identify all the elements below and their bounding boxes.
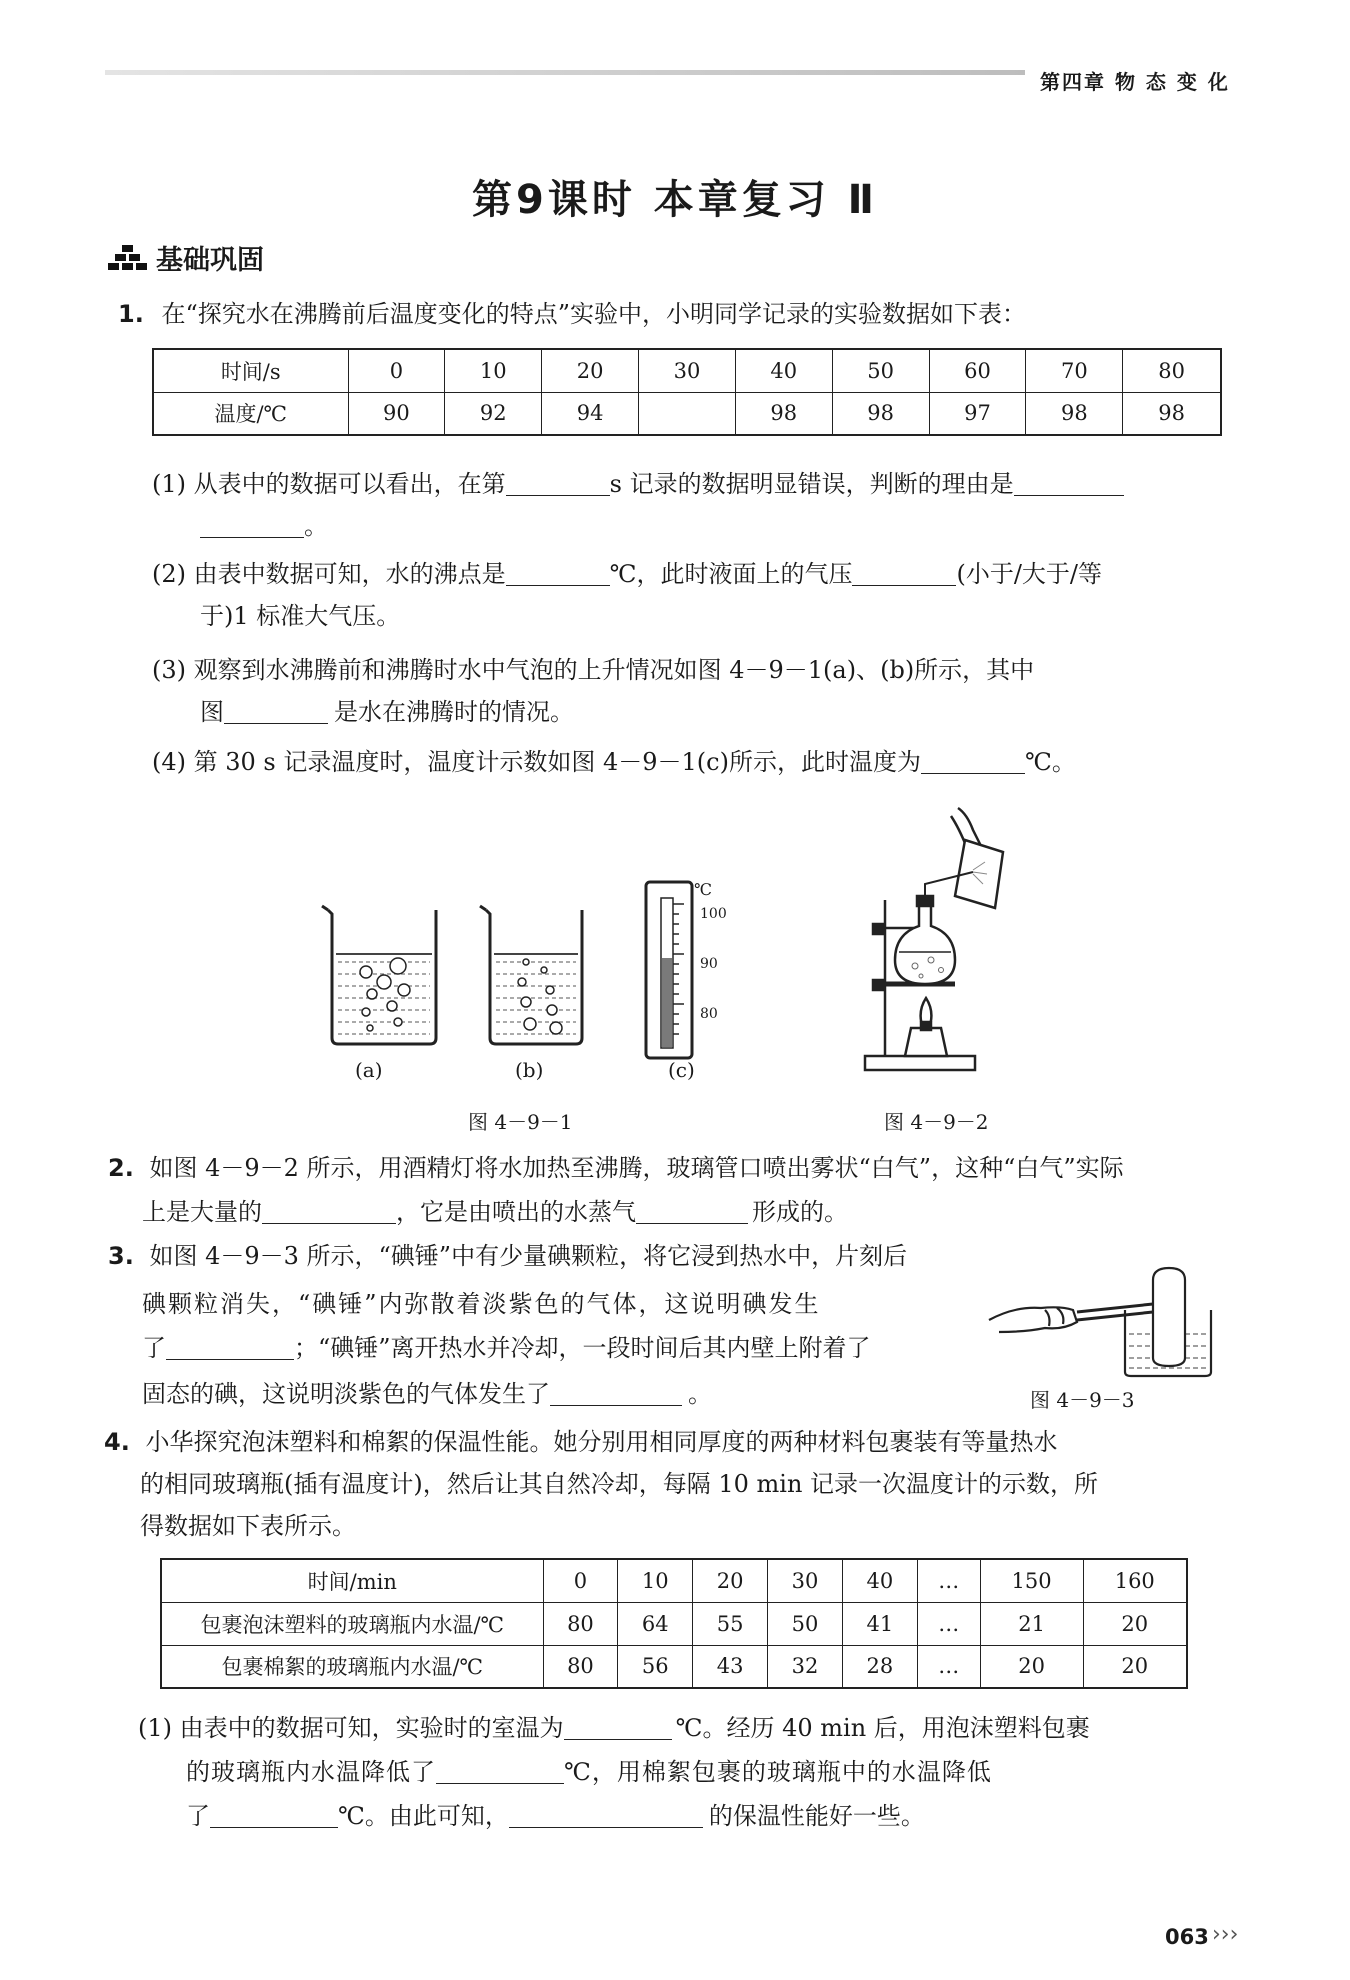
figure-4-9-2	[855, 800, 1035, 1080]
iodine-hammer-icon	[989, 1268, 1211, 1376]
table-cell: 28	[842, 1645, 917, 1688]
table-row	[161, 1602, 1187, 1645]
table-cell: 20	[693, 1559, 768, 1602]
q3-text-1: 如图 4－9－3 所示，“碘锤”中有少量碘颗粒，将它浸到热水中，片刻后	[149, 1242, 908, 1270]
table-cell: 64	[618, 1602, 693, 1645]
answer-blank[interactable]	[262, 1200, 396, 1224]
q4-line2: 的相同玻璃瓶(插有温度计)，然后让其自然冷却，每隔 10 min 记录一次温度计的示数，所	[140, 1470, 1099, 1498]
q1-part2	[152, 556, 1102, 592]
table-cell: 80	[543, 1645, 618, 1688]
answer-blank[interactable]	[564, 1716, 672, 1740]
q3-text-4a: 固态的碘，这说明淡紫色的气体发生了	[142, 1380, 550, 1408]
q2-line2	[142, 1194, 848, 1230]
q2-line1	[108, 1150, 1124, 1186]
q1-part3-text-b: 图	[200, 698, 224, 726]
table-cell: 160	[1083, 1559, 1187, 1602]
answer-blank[interactable]	[200, 514, 304, 538]
table-row-label: 时间/min	[161, 1559, 543, 1602]
q1-number: 1.	[118, 300, 144, 328]
thermometer-unit: ℃	[694, 880, 712, 899]
figure-4-9-3-caption: 图 4－9－3	[1030, 1388, 1135, 1412]
chapter-header: 第四章 物 态 变 化	[1040, 70, 1230, 94]
q1-part2-text-b: ℃，此时液面上的气压	[609, 560, 853, 588]
table-row-label: 温度/℃	[153, 392, 348, 435]
q1-part1-text-c: 。	[304, 512, 328, 540]
table-cell: 20	[542, 349, 639, 392]
q1-part3: (3) 观察到水沸腾前和沸腾时水中气泡的上升情况如图 4－9－1(a)、(b)所示，其中	[152, 656, 1035, 684]
table-cell: 32	[768, 1645, 843, 1688]
thermometer-label-100: 100	[700, 906, 727, 922]
table-cell: 20	[1083, 1602, 1187, 1645]
answer-blank[interactable]	[166, 1336, 294, 1360]
table-row	[161, 1559, 1187, 1602]
table-cell: 98	[832, 392, 929, 435]
table-row	[161, 1645, 1187, 1688]
page-arrows-icon: ›››	[1212, 1922, 1239, 1947]
thermometer-icon	[646, 882, 692, 1058]
table-cell: 97	[929, 392, 1026, 435]
q3-line3	[142, 1330, 871, 1366]
q4-part1-text-a: (1) 由表中的数据可知，实验时的室温为	[138, 1714, 564, 1742]
beaker-a-icon	[322, 906, 436, 1044]
section-label: 基础巩固	[156, 245, 264, 276]
header-rule	[105, 70, 1025, 75]
table-row-label: 包裹泡沫塑料的玻璃瓶内水温/℃	[161, 1602, 543, 1645]
q4-part1	[138, 1710, 1090, 1746]
figure-label-c: (c)	[668, 1058, 695, 1082]
q2-text-1: 如图 4－9－2 所示，用酒精灯将水加热至沸腾，玻璃管口喷出雾状“白气”，这种“白气”实际	[149, 1154, 1124, 1182]
table-cell: 98	[1123, 392, 1221, 435]
figure-4-9-2-caption: 图 4－9－2	[884, 1110, 989, 1134]
q3-text-3a: 了	[142, 1334, 166, 1362]
stacked-blocks-icon	[108, 244, 148, 272]
table-row	[153, 392, 1221, 435]
q4-part1-line3	[186, 1798, 925, 1834]
figure-label-a: (a)	[355, 1058, 383, 1082]
answer-blank[interactable]	[224, 700, 328, 724]
table-row	[153, 349, 1221, 392]
table-cell: 98	[735, 392, 832, 435]
answer-blank[interactable]	[550, 1382, 682, 1406]
answer-blank[interactable]	[436, 1760, 564, 1784]
table-cell: 10	[445, 349, 542, 392]
q4-number: 4.	[104, 1428, 130, 1456]
q1-part4-text-b: ℃。	[1024, 748, 1076, 776]
q1-part1-text-b: s 记录的数据明显错误，判断的理由是	[609, 470, 1014, 498]
q3-text-3b: ；“碘锤”离开热水并冷却，一段时间后其内壁上附着了	[294, 1334, 871, 1362]
q4-part1-text-b: ℃。经历 40 min 后，用泡沫塑料包裹	[675, 1714, 1090, 1742]
table-cell: 80	[1123, 349, 1221, 392]
section-heading	[108, 238, 264, 277]
table-cell: …	[917, 1559, 980, 1602]
table-cell: 21	[980, 1602, 1083, 1645]
answer-blank[interactable]	[509, 1804, 703, 1828]
beaker-b-icon	[480, 906, 582, 1044]
answer-blank[interactable]	[636, 1200, 748, 1224]
q1-part4	[152, 744, 1076, 780]
table-cell: 43	[693, 1645, 768, 1688]
page-number: 063	[1165, 1925, 1209, 1949]
q4-part1-text-c: 的玻璃瓶内水温降低了	[186, 1758, 436, 1786]
q4-data-table	[160, 1558, 1188, 1689]
q1-part2-cont: 于)1 标准大气压。	[200, 602, 401, 630]
table-cell: …	[917, 1645, 980, 1688]
q4-part1-text-d: ℃，用棉絮包裹的玻璃瓶中的水温降低	[564, 1758, 992, 1786]
q1-part1	[152, 466, 1124, 502]
table-cell: 10	[618, 1559, 693, 1602]
q3-line1	[108, 1238, 907, 1274]
table-cell: 150	[980, 1559, 1083, 1602]
q4-part1-text-f: ℃。由此可知，	[338, 1802, 509, 1830]
table-cell: 30	[768, 1559, 843, 1602]
table-cell: 50	[832, 349, 929, 392]
table-row-label: 时间/s	[153, 349, 348, 392]
figure-4-9-3	[985, 1250, 1225, 1380]
table-cell: 98	[1026, 392, 1123, 435]
q1-stem	[118, 296, 1026, 332]
answer-blank[interactable]	[921, 750, 1025, 774]
table-cell: 55	[693, 1602, 768, 1645]
table-cell: 90	[348, 392, 445, 435]
table-cell: 56	[618, 1645, 693, 1688]
figure-4-9-1-caption: 图 4－9－1	[468, 1110, 573, 1134]
table-cell: 50	[768, 1602, 843, 1645]
answer-blank[interactable]	[852, 562, 956, 586]
q1-stem-text: 在“探究水在沸腾前后温度变化的特点”实验中，小明同学记录的实验数据如下表：	[161, 300, 1027, 328]
q1-part2-text-a: (2) 由表中数据可知，水的沸点是	[152, 560, 506, 588]
q1-data-table	[152, 348, 1222, 436]
boiling-flask-apparatus-icon	[865, 808, 1003, 1070]
table-cell: 20	[980, 1645, 1083, 1688]
q4-line1	[104, 1424, 1057, 1460]
q1-part3-cont	[200, 694, 574, 730]
q4-part1-text-g: 的保温性能好一些。	[708, 1802, 925, 1830]
table-row-label: 包裹棉絮的玻璃瓶内水温/℃	[161, 1645, 543, 1688]
table-cell: 20	[1083, 1645, 1187, 1688]
answer-blank[interactable]	[210, 1804, 338, 1828]
q1-part3-text-c: 是水在沸腾时的情况。	[334, 698, 574, 726]
table-cell: 0	[348, 349, 445, 392]
q3-line4	[142, 1376, 712, 1412]
table-cell: 40	[735, 349, 832, 392]
q3-text-4b: 。	[688, 1380, 712, 1408]
table-cell: 41	[842, 1602, 917, 1645]
q3-line2: 碘颗粒消失，“碘锤”内弥散着淡紫色的气体，这说明碘发生	[142, 1290, 821, 1318]
table-cell: 30	[639, 349, 736, 392]
table-cell: …	[917, 1602, 980, 1645]
q3-number: 3.	[108, 1242, 134, 1270]
answer-blank[interactable]	[1014, 472, 1124, 496]
q1-part1-text-a: (1) 从表中的数据可以看出，在第	[152, 470, 506, 498]
q2-text-2b: ，它是由喷出的水蒸气	[396, 1198, 636, 1226]
q2-text-2a: 上是大量的	[142, 1198, 262, 1226]
q1-part2-text-c: (小于/大于/等	[956, 560, 1103, 588]
q4-part1-line2	[186, 1754, 992, 1790]
q1-part4-text-a: (4) 第 30 s 记录温度时，温度计示数如图 4－9－1(c)所示，此时温度为	[152, 748, 921, 776]
q2-number: 2.	[108, 1154, 134, 1182]
q4-part1-text-e: 了	[186, 1802, 210, 1830]
table-cell	[639, 392, 736, 435]
table-cell: 60	[929, 349, 1026, 392]
page-title: 第9课时 本章复习 Ⅱ	[471, 177, 879, 223]
q4-line3: 得数据如下表所示。	[140, 1512, 356, 1540]
table-cell: 92	[445, 392, 542, 435]
table-cell: 40	[842, 1559, 917, 1602]
table-cell: 70	[1026, 349, 1123, 392]
answer-blank[interactable]	[506, 472, 610, 496]
q2-text-2c: 形成的。	[752, 1198, 848, 1226]
answer-blank[interactable]	[506, 562, 610, 586]
figure-label-b: (b)	[515, 1058, 544, 1082]
table-cell: 80	[543, 1602, 618, 1645]
table-cell: 94	[542, 392, 639, 435]
q4-text-1: 小华探究泡沫塑料和棉絮的保温性能。她分别用相同厚度的两种材料包裹装有等量热水	[145, 1428, 1058, 1456]
figure-4-9-1	[300, 870, 720, 1090]
q1-part1-cont	[200, 508, 328, 544]
thermometer-label-90: 90	[700, 956, 718, 972]
thermometer-label-80: 80	[700, 1006, 718, 1022]
table-cell: 0	[543, 1559, 618, 1602]
